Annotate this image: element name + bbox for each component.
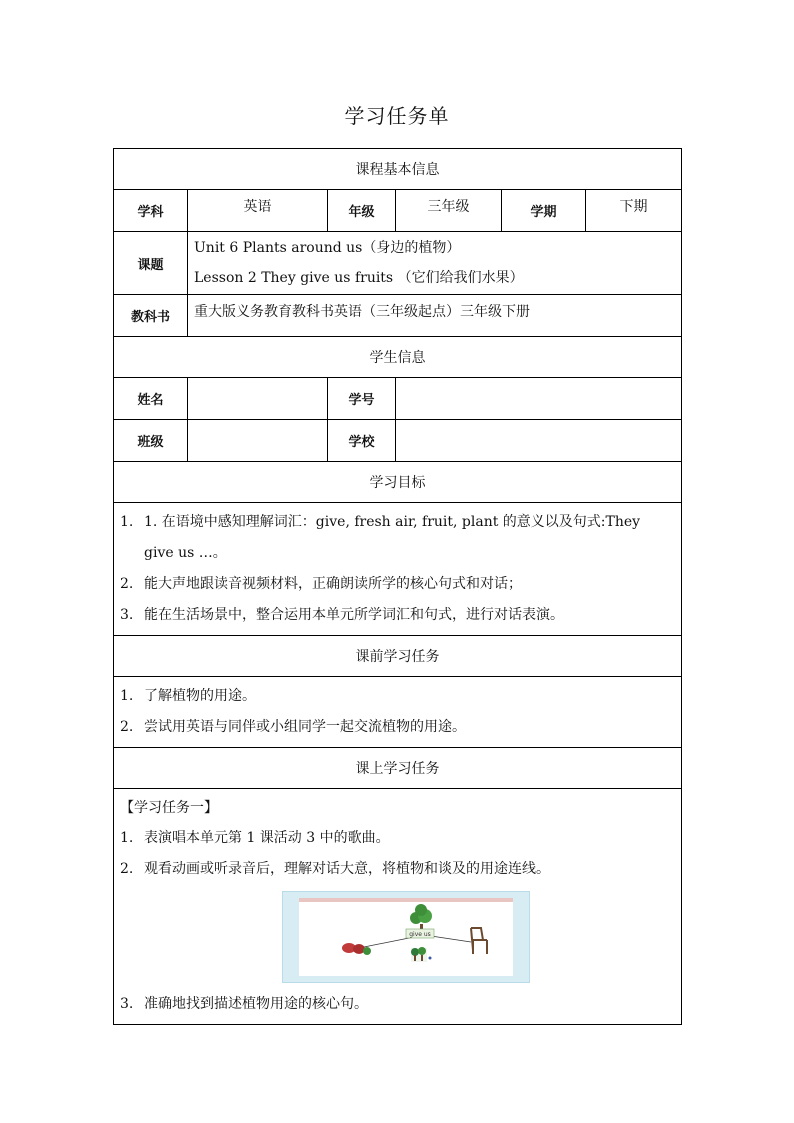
task-number: 3. (120, 996, 134, 1012)
task-number: 2. (120, 861, 134, 877)
school-field[interactable] (396, 420, 682, 462)
preclass-task-item (120, 712, 675, 743)
student-row-2 (114, 420, 682, 462)
name-field[interactable] (188, 378, 328, 420)
task-number: 2. (120, 719, 134, 735)
term-value: 下期 (586, 190, 682, 232)
name-label: 姓名 (114, 378, 188, 420)
task-text: 表演唱本单元第 1 课活动 3 中的歌曲。 (144, 830, 390, 846)
grade-label: 年级 (328, 190, 396, 232)
school-label: 学校 (328, 420, 396, 462)
subject-grade-term-row (114, 190, 682, 232)
inclass-task-block (114, 789, 682, 1025)
task-text: 了解植物的用途。 (144, 688, 256, 704)
document-title: 学习任务单 (344, 104, 450, 128)
topic-label: 课题 (114, 232, 188, 295)
textbook-row (114, 295, 682, 337)
task-number: 1. (120, 830, 134, 846)
objective-item (120, 569, 675, 600)
inclass-task-item (120, 989, 675, 1020)
term-label: 学期 (502, 190, 586, 232)
section-course-info: 课程基本信息 (114, 149, 682, 190)
section-objectives: 学习目标 (114, 462, 682, 503)
objective-text: 能大声地跟读音视频材料，正确朗读所学的核心句式和对话； (144, 576, 522, 592)
fruit-icon (342, 943, 371, 955)
objective-text-continued: give us …。 (144, 545, 227, 561)
preclass-task-item (120, 681, 675, 712)
student-id-label: 学号 (328, 378, 396, 420)
objective-text: 能在生活场景中，整合运用本单元所学词汇和句式，进行对话表演。 (144, 607, 564, 623)
student-row-1 (114, 378, 682, 420)
topic-row (114, 232, 682, 295)
student-id-field[interactable] (396, 378, 682, 420)
task-number: 1. (120, 688, 134, 704)
class-field[interactable] (188, 420, 328, 462)
section-preclass: 课前学习任务 (114, 636, 682, 677)
task-sheet-table (113, 148, 682, 1025)
objective-number: 1. (120, 514, 134, 530)
chair-icon (471, 928, 487, 954)
objective-number: 2. (120, 576, 134, 592)
give-us-label: give us (409, 931, 431, 938)
objectives-list (114, 503, 682, 636)
objective-number: 3. (120, 607, 134, 623)
tree-icon (410, 904, 432, 931)
class-label: 班级 (114, 420, 188, 462)
forest-icon (411, 947, 432, 962)
subject-label: 学科 (114, 190, 188, 232)
plant-uses-diagram (299, 898, 511, 976)
preclass-task-list (114, 677, 682, 748)
textbook-label: 教科书 (114, 295, 188, 337)
task-text: 尝试用英语与同伴或小组同学一起交流植物的用途。 (144, 719, 466, 735)
objective-item (120, 600, 675, 631)
task-text: 观看动画或听录音后，理解对话大意，将植物和谈及的用途连线。 (144, 861, 550, 877)
section-student-info: 学生信息 (114, 337, 682, 378)
textbook-value: 重大版义务教育教科书英语（三年级起点）三年级下册 (188, 295, 682, 337)
task-text: 准确地找到描述植物用途的核心句。 (144, 996, 368, 1012)
task-heading: 【学习任务一】 (120, 800, 218, 816)
inclass-task-item (120, 854, 675, 885)
objective-item (120, 507, 675, 538)
inclass-task-item (120, 823, 675, 854)
section-inclass: 课上学习任务 (114, 748, 682, 789)
subject-value: 英语 (188, 190, 328, 232)
plant-uses-illustration (282, 891, 530, 983)
topic-line-1: Unit 6 Plants around us（身边的植物） (194, 240, 461, 256)
objective-text: 1. 在语境中感知理解词汇：give, fresh air, fruit, plant 的意义以及句式:They (144, 514, 641, 530)
topic-line-2: Lesson 2 They give us fruits （它们给我们水果） (194, 270, 524, 286)
grade-value: 三年级 (396, 190, 502, 232)
